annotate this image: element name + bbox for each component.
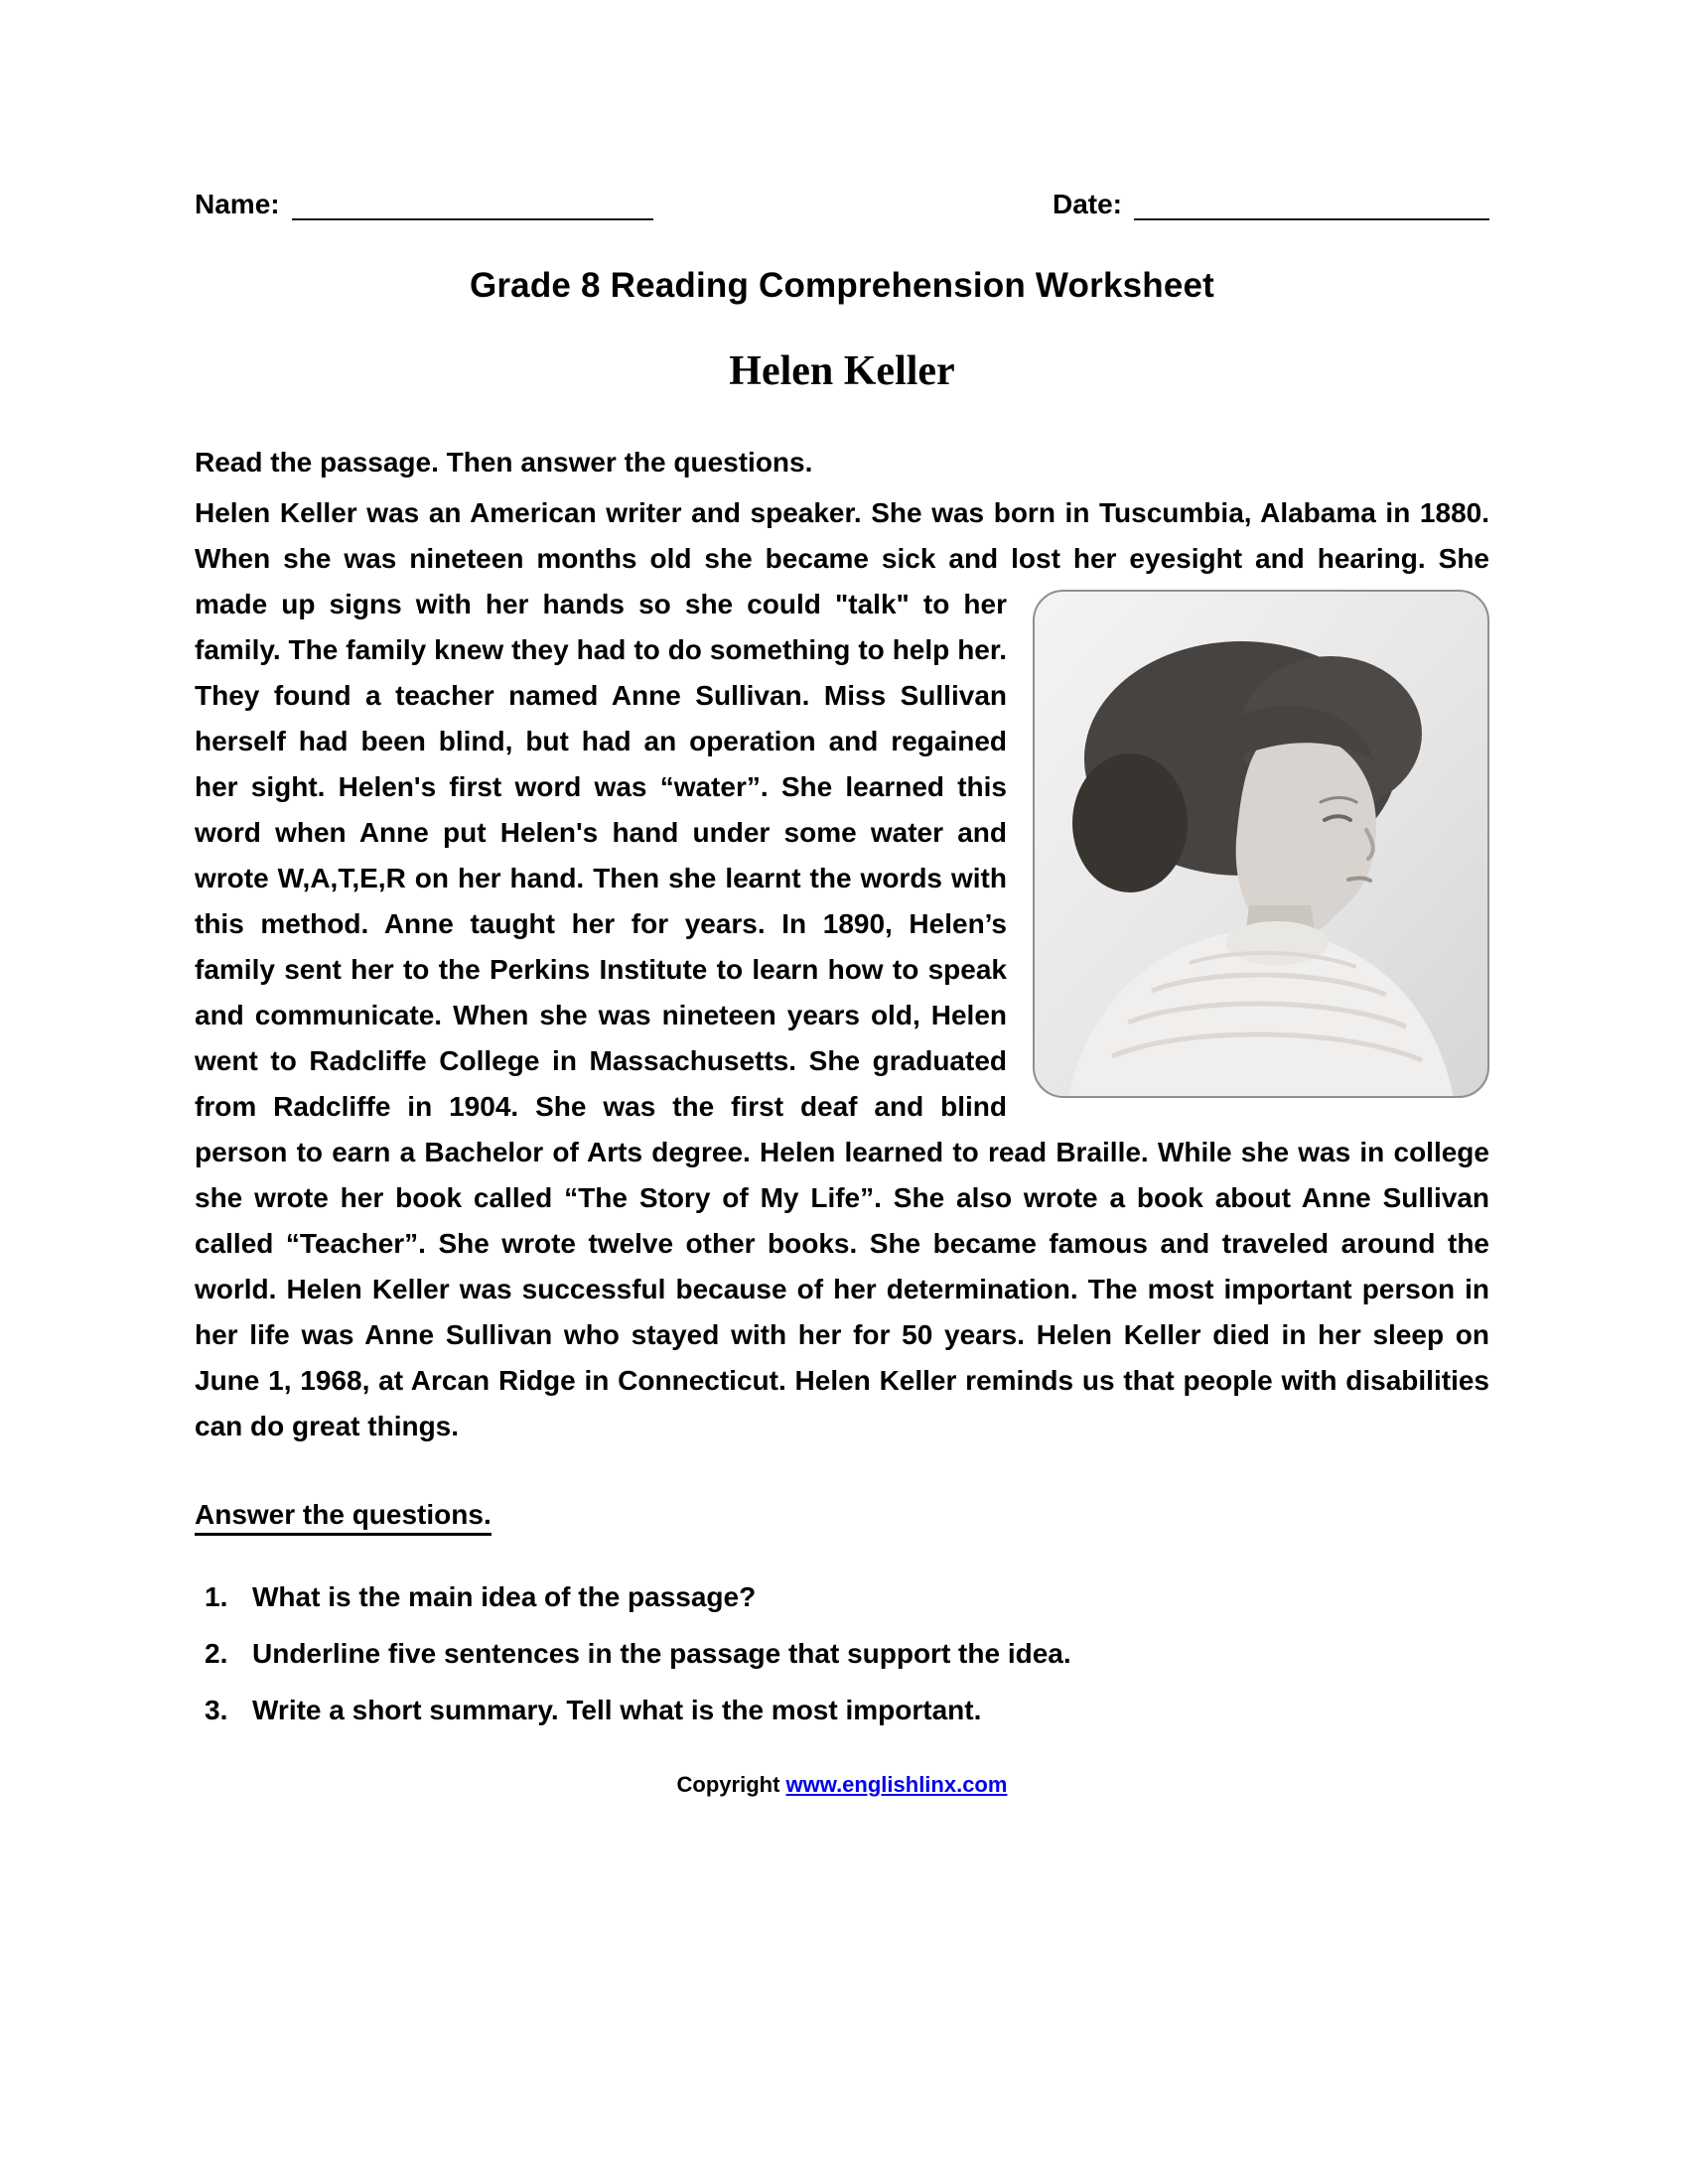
answer-section-heading: Answer the questions. — [195, 1499, 1489, 1536]
question-1-text: What is the main idea of the passage? — [252, 1581, 757, 1612]
question-2 — [205, 1634, 1489, 1674]
hair-bun — [1072, 753, 1188, 892]
question-2-text: Underline five sentences in the passage that support the idea. — [252, 1638, 1071, 1669]
instructions-line: Read the passage. Then answer the questions. — [195, 447, 813, 478]
passage-text-before-photo: Helen Keller was an American writer and speaker. She was born in Tuscumbia, Alabama in 1880. When she was nineteen months old she became sick and lost her eyesight and hearing. — [195, 497, 1489, 574]
passage — [195, 490, 1489, 1449]
helen-keller-portrait — [1033, 590, 1489, 1098]
header-row — [195, 189, 1489, 220]
question-3 — [205, 1691, 1489, 1730]
passage-text-after-photo: She made up signs with her hands so she could "talk" to her family. The family knew they had to do something to help her. They found a teacher named Anne Sullivan. Miss Sullivan herself had been blind, but had an operation and regained her sight. Helen's first word was “water”. She learned this word when Anne put Helen's hand under some water and wrote W,A,T,E,R on her hand. Then she learnt the words with this method. Anne taught her for years. In 1890, Helen’s family sent her to the Perkins Institute to learn how to speak and communicate. When she was nineteen years old, Helen went to Radcliffe College in Massachusetts. She graduated from Radcliffe in 1904. She was the first deaf and blind person to earn a Bachelor of Arts degree. Helen learned to read Braille. While she was in college she wrote her book called “The Story of My Life”. She also wrote a book about Anne Sullivan called “Teacher”. She wrote twelve other books. She became famous and traveled around the world. Helen Keller was successful because of her determination. The most important person in her life was Anne Sullivan who stayed with her for 50 years. Helen Keller died in her sleep on June 1, 1968, at Arcan Ridge in Connecticut. Helen Keller reminds us that people with disabilities can do great things. — [195, 543, 1489, 1441]
question-2-number: 2. — [205, 1638, 228, 1669]
englishlinx-link[interactable]: www.englishlinx.com — [785, 1772, 1008, 1797]
date-blank-line — [1134, 191, 1489, 220]
question-1-number: 1. — [205, 1581, 228, 1612]
page-title: Grade 8 Reading Comprehension Worksheet — [469, 266, 1215, 305]
date-field-group — [1053, 189, 1489, 220]
name-field-group — [195, 189, 653, 220]
helen-keller-portrait-image — [1033, 590, 1489, 1098]
footer — [195, 1772, 1489, 1798]
date-label: Date: — [1052, 189, 1122, 219]
question-3-number: 3. — [205, 1695, 228, 1725]
copyright-label: Copyright — [676, 1772, 786, 1797]
question-1 — [205, 1577, 1489, 1617]
name-blank-line — [292, 191, 653, 220]
high-collar — [1225, 921, 1329, 965]
question-list — [205, 1577, 1489, 1730]
question-3-text: Write a short summary. Tell what is the most important. — [252, 1695, 982, 1725]
worksheet-subtitle: Helen Keller — [729, 348, 955, 394]
name-label: Name: — [195, 189, 280, 219]
